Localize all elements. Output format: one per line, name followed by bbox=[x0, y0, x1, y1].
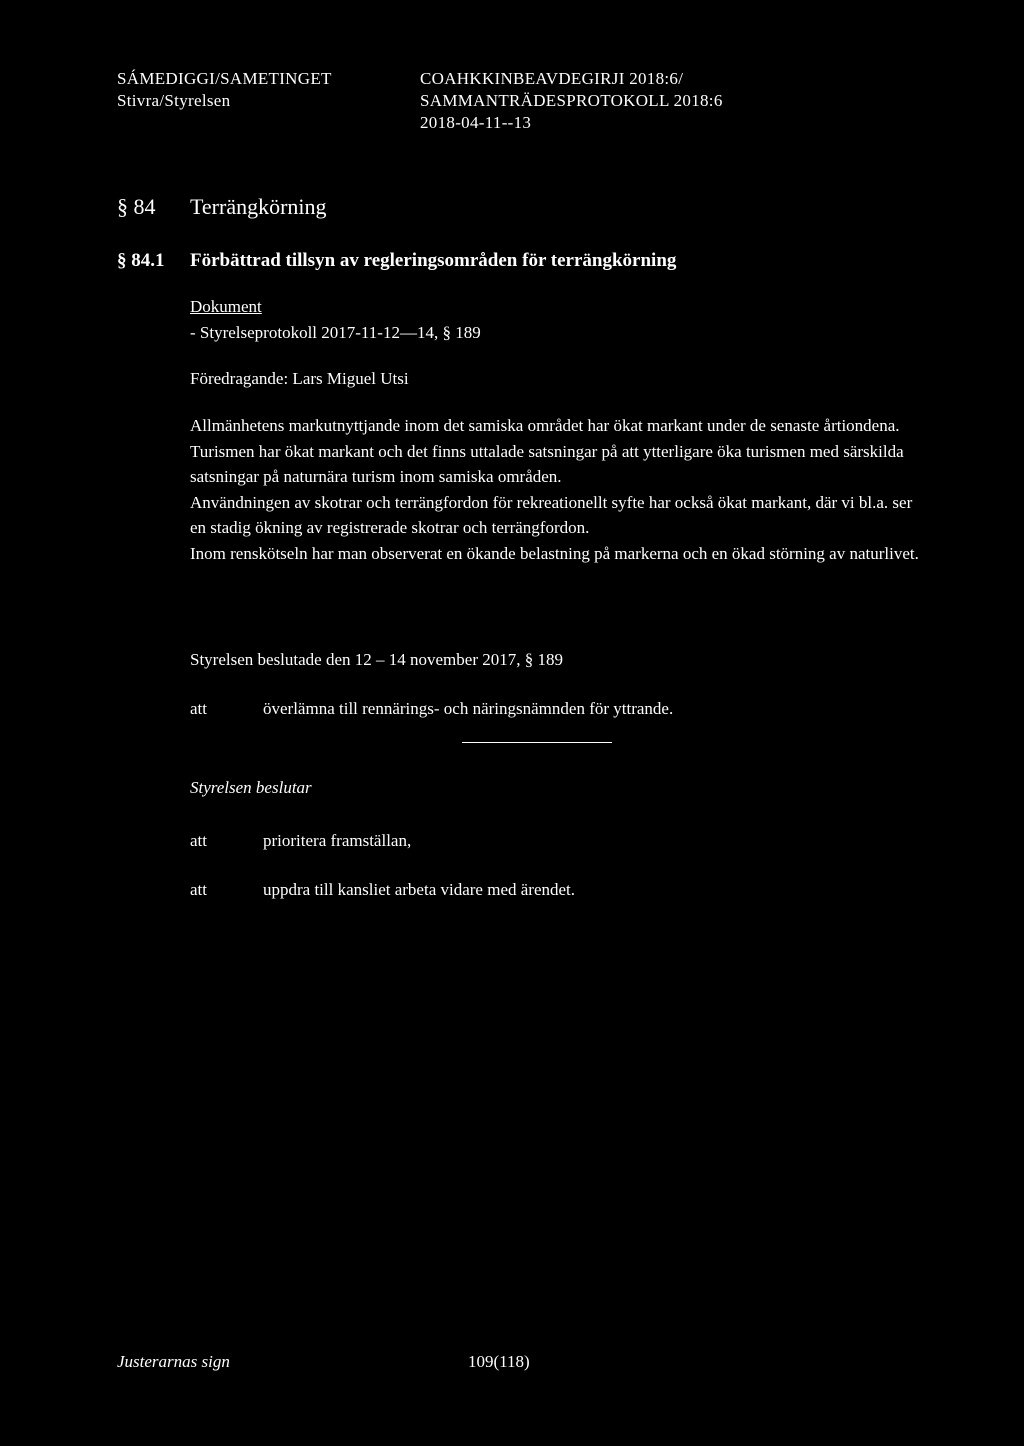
paragraph-1: Allmänhetens markutnyttjande inom det samiska området har ökat markant under de senaste årtiondena. Turismen har ökat markant och det finns uttalade satsningar på att ytterligare öka turismen med särskilda satsningar på naturnära turism inom samiska områden. bbox=[190, 416, 904, 486]
header-protocol-swedish: SAMMANTRÄDESPROTOKOLL 2018:6 bbox=[420, 91, 723, 110]
documents-label: Dokument bbox=[190, 297, 262, 316]
paragraph-3: Inom renskötseln har man observerat en ökande belastning på markerna och en ökad störning av naturlivet. bbox=[190, 543, 919, 563]
subsection-number: § 84.1 bbox=[117, 250, 165, 271]
header-left bbox=[117, 68, 332, 112]
subsection-title: Förbättrad tillsyn av regleringsområden för terrängkörning bbox=[190, 250, 677, 271]
prior-decision-att: att bbox=[190, 699, 207, 718]
header-dates: 2018-04-11--13 bbox=[420, 113, 532, 132]
section-number: § 84 bbox=[117, 194, 156, 219]
body-text bbox=[190, 413, 920, 566]
paragraph-2: Användningen av skotrar och terrängfordon för rekreationellt syfte har också ökat markant, där vi bl.a. ser en stadig ökning av registrerade skotrar och terrängfordon. bbox=[190, 492, 913, 537]
decision-text-2: uppdra till kansliet arbeta vidare med ärendet. bbox=[263, 880, 576, 899]
decision-heading: Styrelsen beslutar bbox=[190, 778, 312, 797]
decision-att-1: att bbox=[190, 831, 207, 850]
header-protocol-sami: COAHKKINBEAVDEGIRJI 2018:6/ bbox=[420, 69, 684, 88]
header-unit: Stivra/Styrelsen bbox=[117, 91, 231, 110]
section-title: Terrängkörning bbox=[190, 194, 327, 219]
decision-text-1: prioritera framställan, bbox=[263, 831, 412, 850]
prior-decision-text: överlämna till rennärings- och näringsnämnden för yttrande. bbox=[263, 699, 674, 718]
presenter: Föredragande: Lars Miguel Utsi bbox=[190, 369, 409, 388]
page-number: 109(118) bbox=[468, 1352, 530, 1371]
divider-line bbox=[462, 742, 612, 743]
footer-sign-label: Justerarnas sign bbox=[117, 1352, 230, 1371]
decision-att-2: att bbox=[190, 880, 207, 899]
header-right bbox=[420, 68, 723, 134]
header-org: SÁMEDIGGI/SAMETINGET bbox=[117, 69, 332, 88]
document-reference: - Styrelseprotokoll 2017-11-12—14, § 189 bbox=[190, 323, 481, 342]
prior-decision-intro: Styrelsen beslutade den 12 – 14 november 2017, § 189 bbox=[190, 650, 563, 669]
